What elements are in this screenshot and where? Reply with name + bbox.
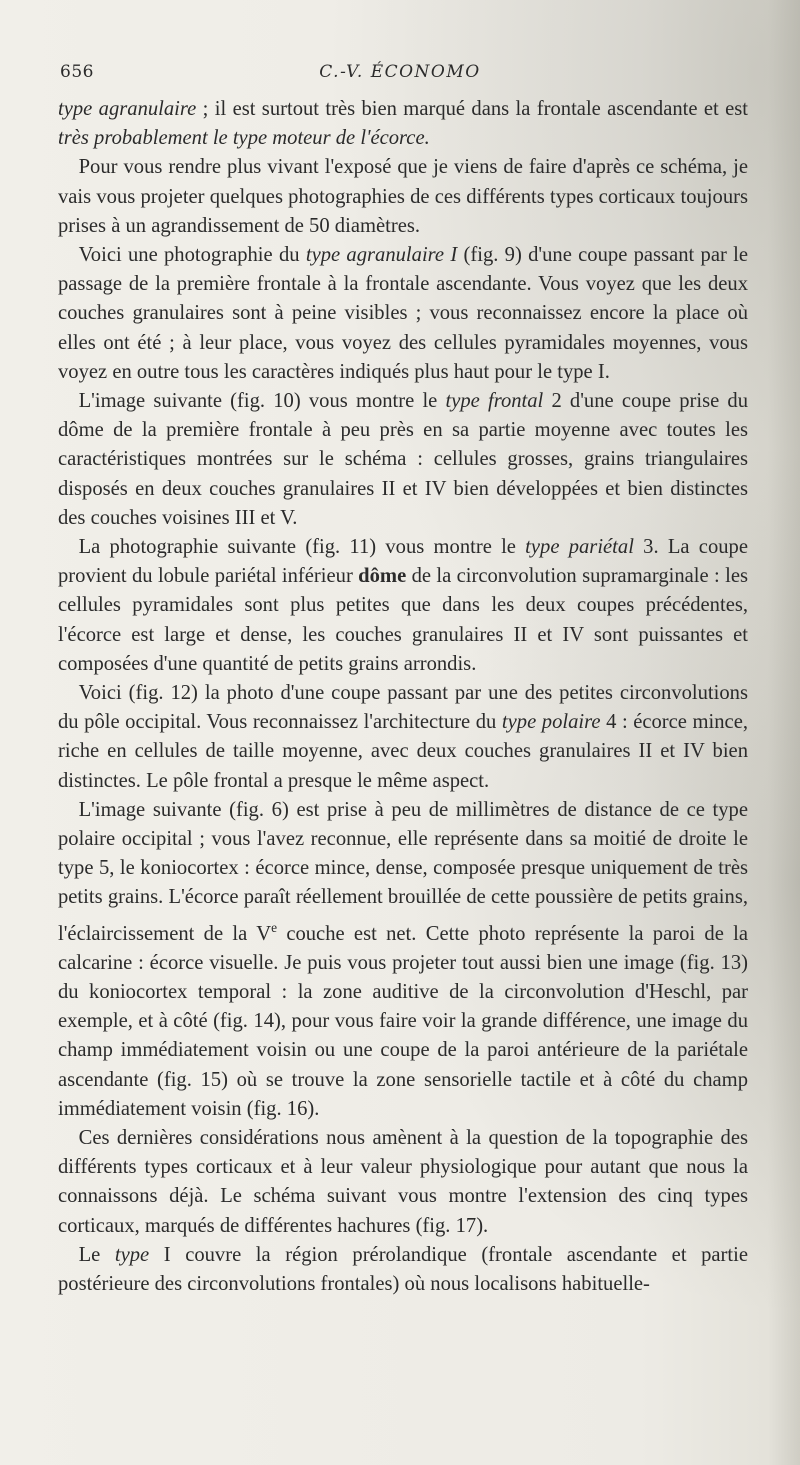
text-segment: de la circonvolution supramarginale : les cellules pyramidales sont plus petites que dans les deux coupes précédentes, l'écorce est large et dense, les couches granulaires II et IV sont puissantes et composées d'une quantité de petits grains arrondis. <box>58 565 748 675</box>
paragraph <box>58 533 748 679</box>
page-number: 656 <box>60 62 94 82</box>
paragraph <box>58 1241 748 1299</box>
text-segment: type frontal <box>445 390 544 413</box>
text-segment: 4 : écorce mince, riche en cellules de taille moyenne, avec deux couches granulaires II et IV bien distinctes. Le pôle frontal a presque le même aspect. <box>58 711 748 792</box>
text-segment: type agranulaire <box>58 98 197 120</box>
body-text <box>58 95 748 1299</box>
paragraph <box>58 241 748 387</box>
paragraph <box>58 153 748 241</box>
paragraph <box>58 796 748 1124</box>
text-segment: 2 d'une coupe prise du dôme de la première frontale à peu près en sa partie moyenne avec toutes les caractéristiques montrées sur le schéma : cellules grosses, grains triangulaires disposés en deux couches granulaires II et IV bien développées et bien distinctes des couches voisines III et V. <box>58 390 748 529</box>
text-segment: e <box>271 919 278 935</box>
paragraph <box>58 1124 748 1241</box>
text-segment: (fig. 9) d'une coupe passant par le passage de la première frontale à la frontale ascendante. Vous voyez que les deux couches granulaires sont à peine visibles ; vous reconnaissez encore la place où elles ont été ; à leur place, vous voyez des cellules pyramidales moyennes, vous voyez en outre tous les caractères indiqués plus haut pour le type I. <box>58 244 748 383</box>
running-head: C.-V. ÉCONOMO <box>319 62 481 82</box>
text-segment: Voici (fig. 12) la photo d'une coupe passant par une des petites circonvolutions du pôle occipital. Vous reconnaissez l'architecture du <box>58 682 748 734</box>
text-segment: ; il est surtout très bien marqué dans la frontale ascendante et est <box>196 98 748 120</box>
text-segment: type pariétal <box>525 536 634 559</box>
text-segment: couche est net. Cette photo représente la paroi de la calcarine : écorce visuelle. Je puis vous projeter tout aussi bien une image (fig. 13) du koniocortex temporal : la zone auditive de la circonvolution d'Heschl, par exemple, et à côté (fig. 14), pour vous faire voir la grande différence, une image du champ immédiatement voisin ou une coupe de la paroi antérieure de la pariétale ascendante (fig. 15) où se trouve la zone sensorielle tactile et à côté du champ immédiatement voisin (fig. 16). <box>58 922 748 1120</box>
text-segment: I couvre la région prérolandique (frontale ascendante et partie postérieure des circonvolutions frontales) où nous localisons habituelle- <box>58 1243 748 1295</box>
page-header <box>60 62 740 88</box>
text-segment: type agranulaire I <box>305 244 458 267</box>
text-segment: type <box>114 1243 150 1266</box>
text-segment: Voici une photographie du <box>78 244 306 267</box>
text-segment: Pour vous rendre plus vivant l'exposé que je viens de faire d'après ce schéma, je vais vous projeter quelques photographies de ces différents types corticaux toujours prises à un agrandissement de 50 diamètres. <box>58 156 748 237</box>
text-segment: Ces dernières considérations nous amènent à la question de la topographie des différents types corticaux et à leur valeur physiologique pour autant que nous la connaissons déjà. Le schéma suivant vous montre l'extension des cinq types corticaux, marqués de différentes hachures (fig. 17). <box>58 1126 748 1237</box>
paragraph <box>58 95 748 153</box>
text-segment: La photographie suivante (fig. 11) vous montre le <box>78 536 526 559</box>
text-segment: L'image suivante (fig. 10) vous montre le <box>78 390 446 413</box>
text-segment: très probablement le type moteur de l'écorce. <box>58 127 430 150</box>
paragraph <box>58 679 748 796</box>
text-segment: type polaire <box>501 711 601 734</box>
text-segment: dôme <box>358 565 407 588</box>
text-segment: L'image suivante (fig. 6) est prise à peu de millimètres de distance de ce type polaire occipital ; vous l'avez reconnue, elle représente dans sa moitié de droite le type 5, le koniocortex : écorce mince, dense, composée presque uniquement de très petits grains. L'écorce paraît réellement brouillée de cette poussière de petits grains, l'éclaircissement de la V <box>58 798 748 945</box>
text-segment: 3. La coupe provient du lobule pariétal inférieur <box>58 536 748 588</box>
text-segment: Le <box>78 1243 115 1266</box>
paragraph <box>58 387 748 533</box>
